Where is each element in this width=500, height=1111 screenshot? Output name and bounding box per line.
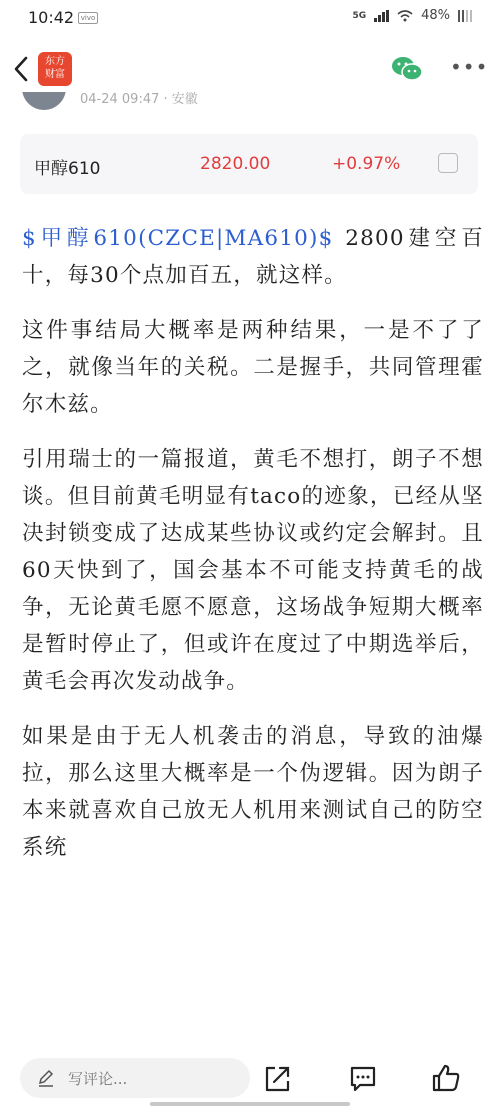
wechat-icon[interactable] — [390, 54, 424, 84]
paragraph-2: 这件事结局大概率是两种结果，一是不了了之，就像当年的关税。二是握手，共同管理霍尔木兹。 — [22, 318, 484, 417]
back-arrow-icon[interactable] — [10, 54, 34, 84]
quote-price: 2820.00 — [200, 154, 271, 174]
comment-input[interactable] — [20, 1058, 250, 1098]
signal-icon — [374, 10, 389, 22]
paragraph-1-text: 2800建空百十，每30个点加百五，就这样。 — [22, 226, 484, 288]
post-content — [22, 220, 484, 1050]
logo-line2: 财富 — [45, 69, 65, 80]
author-info — [0, 92, 500, 110]
content-fade — [0, 1020, 500, 1050]
avatar[interactable] — [22, 92, 66, 110]
comment-placeholder: 写评论... — [68, 1070, 128, 1088]
comment-icon[interactable] — [348, 1064, 378, 1094]
quote-change: +0.97% — [332, 154, 401, 174]
stock-tag-link[interactable]: $甲醇610(CZCE|MA610)$ — [22, 226, 334, 251]
status-bar — [0, 0, 500, 36]
status-time: 10:42 — [28, 8, 75, 27]
paragraph-1 — [22, 220, 484, 294]
network-label: 5G — [352, 10, 367, 21]
battery-percent: 48% — [421, 8, 450, 23]
post-meta: 04-24 09:47 · 安徽 — [80, 92, 198, 107]
home-indicator — [150, 1102, 350, 1106]
status-indicators — [352, 8, 472, 23]
pen-icon — [36, 1068, 56, 1088]
top-navigation — [0, 48, 500, 92]
checkbox-icon[interactable] — [438, 153, 458, 173]
share-icon[interactable] — [262, 1064, 292, 1094]
app-logo[interactable] — [38, 52, 72, 86]
battery-icon — [458, 10, 472, 22]
logo-line1: 东方 — [45, 56, 65, 67]
paragraph-4: 如果是由于无人机袭击的消息，导致的油爆拉，那么这里大概率是一个伪逻辑。因为朗子本来就喜欢自己放无人机用来测试自己的防空系统 — [22, 724, 484, 860]
wifi-icon — [397, 10, 413, 22]
notification-icon: vivo — [78, 12, 98, 24]
stock-quote-card[interactable] — [20, 134, 478, 194]
quote-name: 甲醇610 — [34, 159, 101, 179]
paragraph-3: 引用瑞士的一篇报道，黄毛不想打，朗子不想谈。但目前黄毛明显有taco的迹象，已经从坚决封锁变成了达成某些协议或约定会解封。且60天快到了，国会基本不可能支持黄毛的战争，无论黄毛愿不愿意，这场战争短期大概率是暂时停止了，但或许在度过了中期选举后，黄毛会再次发动战争。 — [22, 447, 484, 694]
like-icon[interactable] — [430, 1062, 462, 1094]
more-icon[interactable]: ••• — [450, 55, 489, 79]
